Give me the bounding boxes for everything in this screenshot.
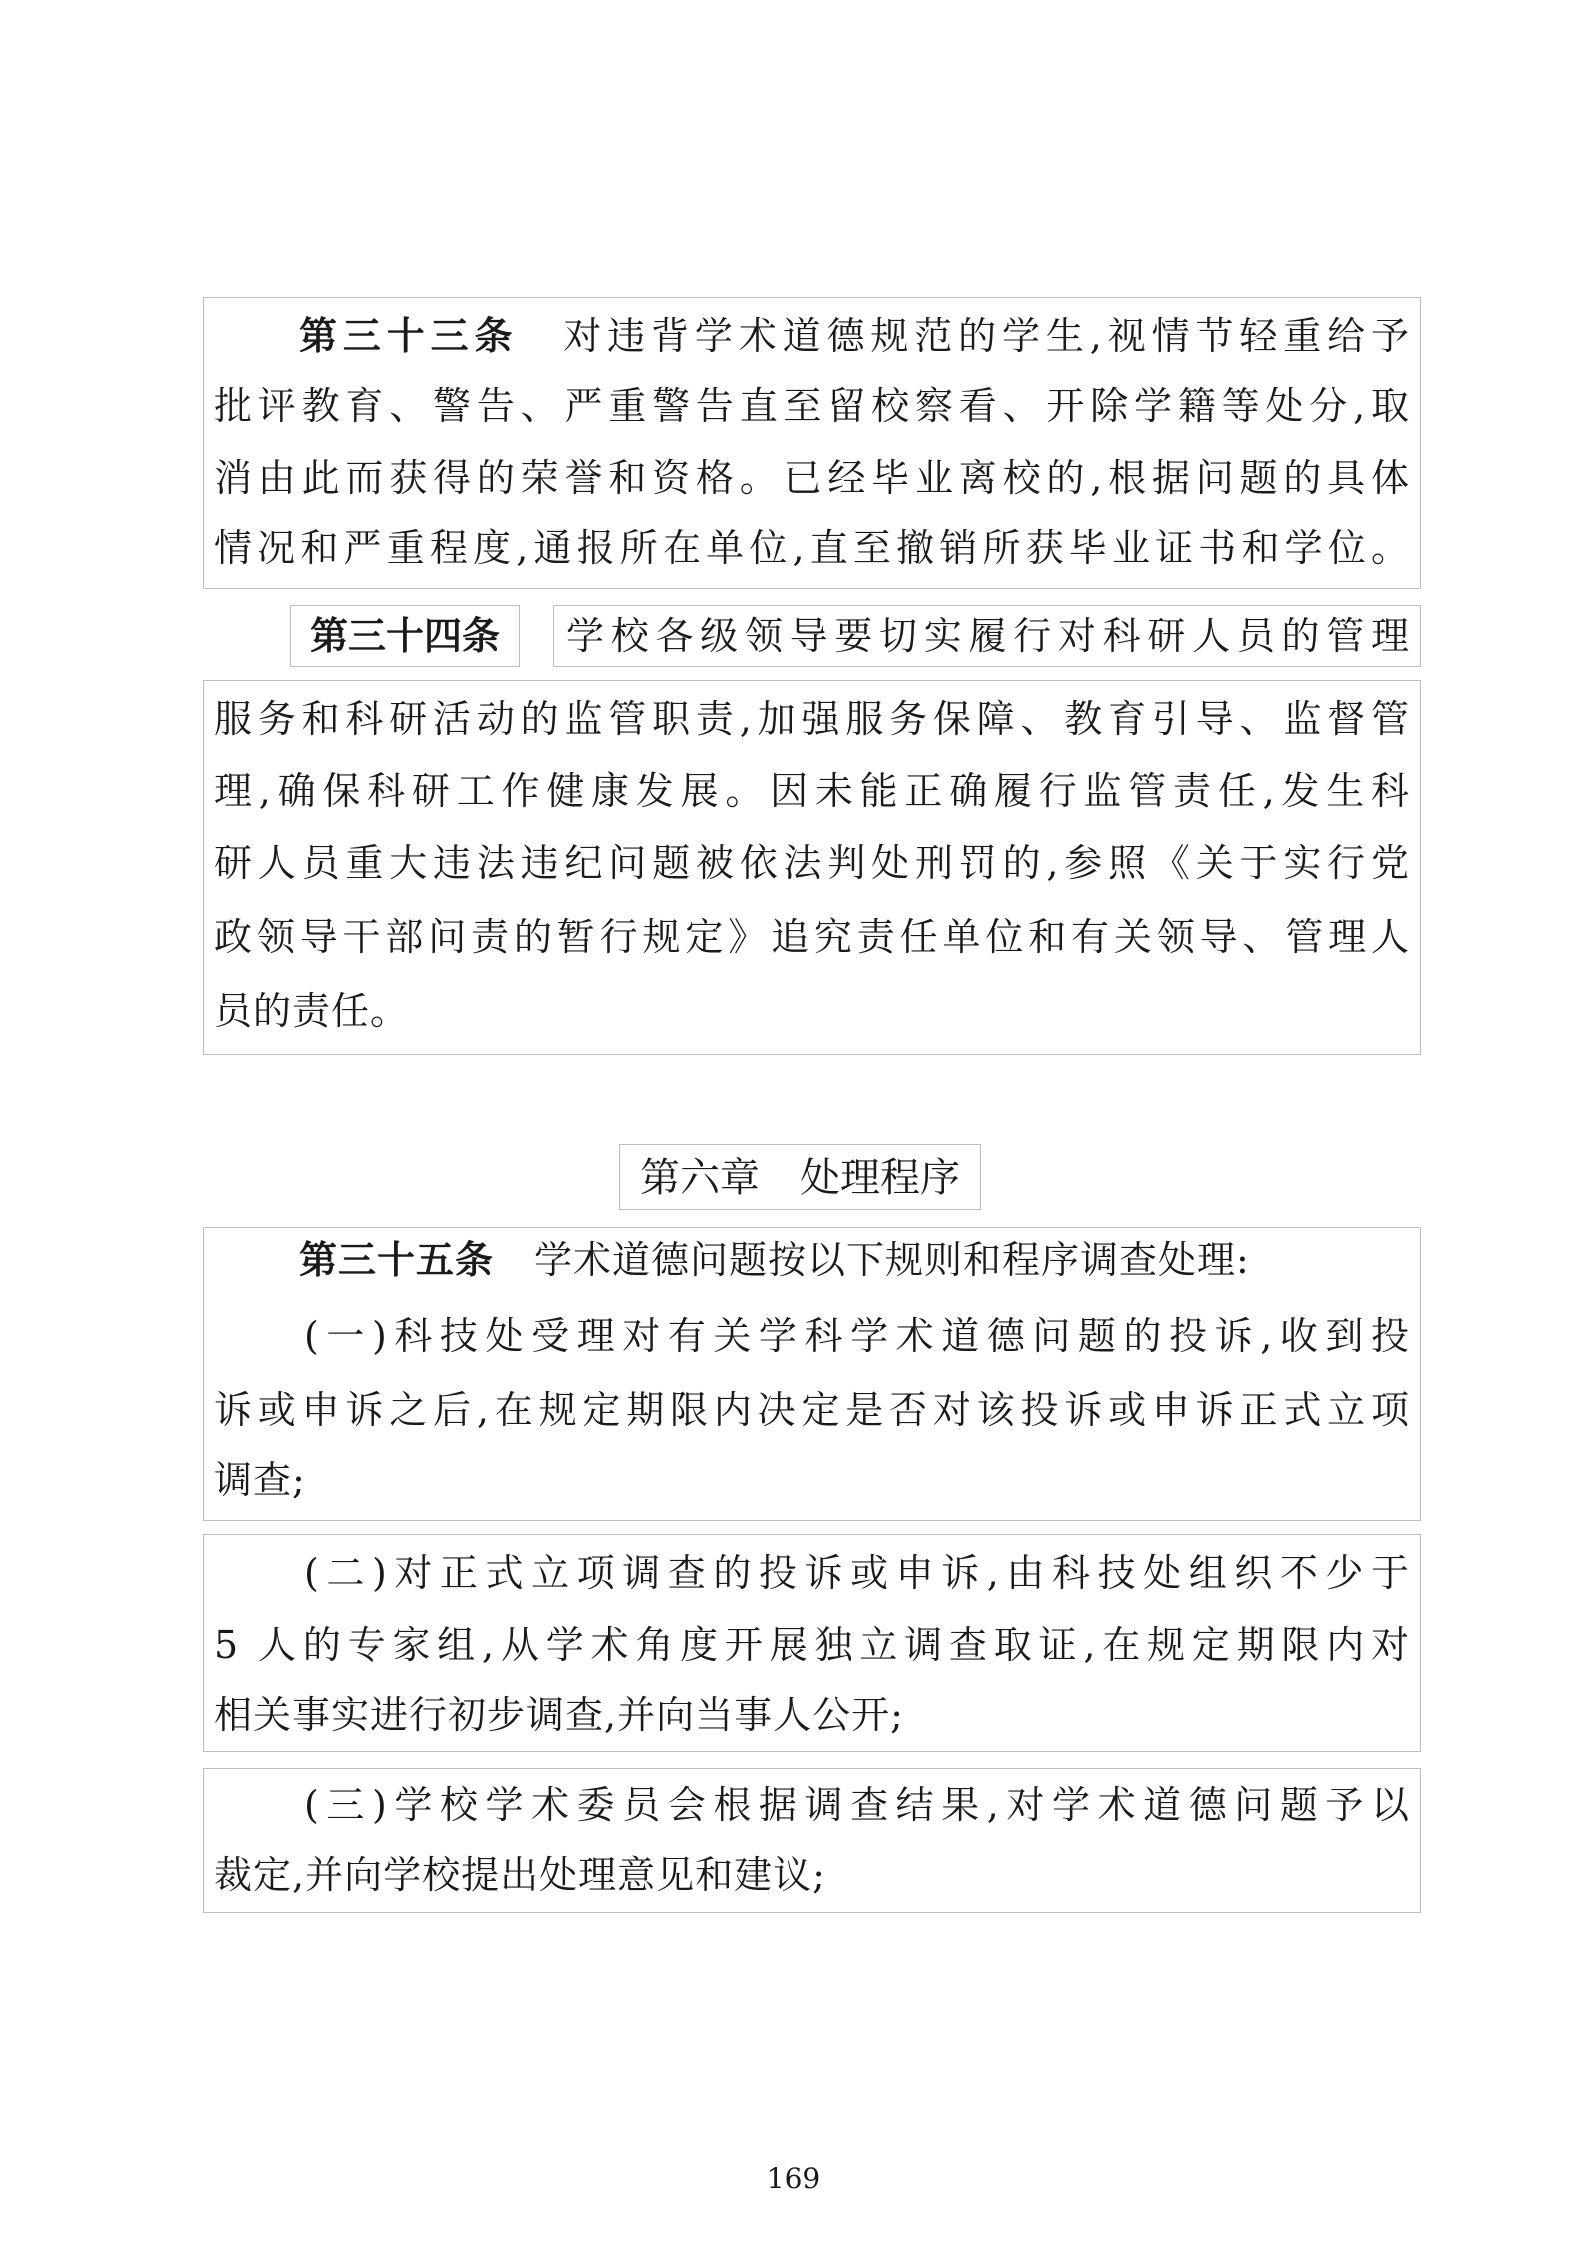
article-35-first-line: 学术道德问题按以下规则和程序调查处理:: [534, 1238, 1250, 1282]
item-3-line-2: 裁定,并向学校提出处理意见和建议;: [214, 1853, 826, 1897]
article-35-line-1: [299, 1230, 1410, 1290]
article-34-line-4: 研人员重大违法违纪问题被依法判处刑罚的,参照《关于实行党: [214, 841, 1410, 885]
chapter-6-title: 第六章 处理程序: [640, 1155, 960, 1201]
article-33-line-1: [299, 306, 1410, 366]
article-34-first-line-box: [553, 605, 1421, 667]
item-1-line-3: 调查;: [214, 1458, 306, 1502]
article-34-line-2: 服务和科研活动的监管职责,加强服务保障、教育引导、监督管: [214, 697, 1410, 741]
item-2-line-2: 5 人的专家组,从学术角度开展独立调查取证,在规定期限内对: [214, 1623, 1410, 1667]
article-33-label: 第三十三条: [299, 313, 519, 358]
article-33-line-2: 批评教育、警告、严重警告直至留校察看、开除学籍等处分,取: [214, 384, 1410, 428]
article-33-box: [203, 297, 1421, 589]
page-number: 169: [766, 2162, 821, 2195]
article-33-text-1: 对违背学术道德规范的学生,视情节轻重给予: [558, 314, 1410, 358]
item-2-box: [203, 1534, 1421, 1752]
article-34-box: [203, 680, 1421, 1055]
article-33-line-3: 消由此而获得的荣誉和资格。已经毕业离校的,根据问题的具体: [214, 456, 1410, 500]
item-2-line-3: 相关事实进行初步调查,并向当事人公开;: [214, 1693, 904, 1737]
article-34-line-6: 员的责任。: [214, 989, 410, 1033]
article-34-label-box: [290, 605, 520, 667]
article-34-line-3: 理,确保科研工作健康发展。因未能正确履行监管责任,发生科: [214, 769, 1410, 813]
article-35-box: [203, 1227, 1421, 1521]
chapter-6-title-box: [619, 1144, 981, 1210]
item-1-line-1: (一)科技处受理对有关学科学术道德问题的投诉,收到投: [304, 1314, 1410, 1358]
article-34-first-line: 学校各级领导要切实履行对科研人员的管理: [566, 614, 1410, 658]
item-2-line-1: (二)对正式立项调查的投诉或申诉,由科技处组织不少于: [304, 1551, 1410, 1595]
item-3-line-1: (三)学校学术委员会根据调查结果,对学术道德问题予以: [304, 1783, 1410, 1827]
item-3-box: [203, 1768, 1421, 1913]
article-34-label: 第三十四条: [309, 613, 500, 658]
item-1-line-2: 诉或申诉之后,在规定期限内决定是否对该投诉或申诉正式立项: [214, 1388, 1410, 1432]
article-34-line-5: 政领导干部问责的暂行规定》追究责任单位和有关领导、管理人: [214, 915, 1410, 959]
article-33-line-4: 情况和严重程度,通报所在单位,直至撤销所获毕业证书和学位。: [214, 526, 1410, 570]
article-35-label: 第三十五条: [299, 1237, 495, 1282]
